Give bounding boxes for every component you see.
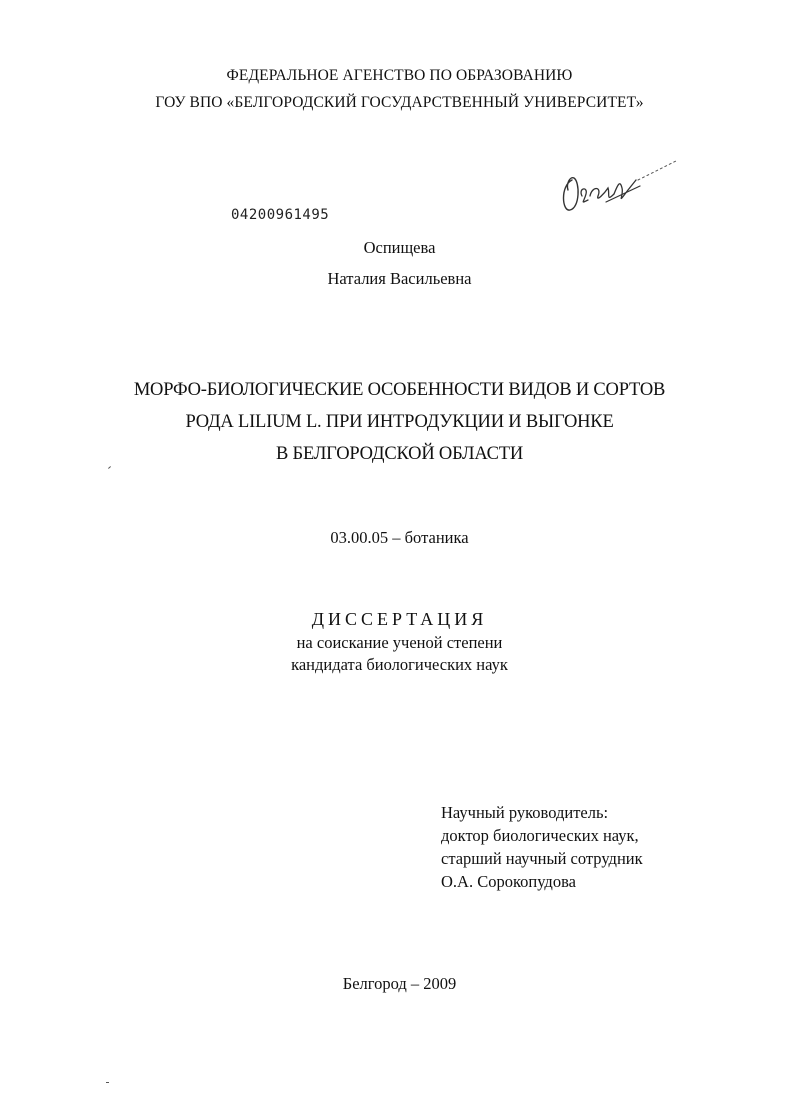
city-year: Белгород – 2009 (342, 974, 457, 993)
dissertation-degree-line-2: кандидата биологических наук (291, 655, 508, 674)
advisor-degree: доктор биологических наук, (441, 826, 639, 845)
advisor-label: Научный руководитель: (441, 803, 609, 822)
title-line-1: МОРФО-БИОЛОГИЧЕСКИЕ ОСОБЕННОСТИ ВИДОВ И СОРТОВ (133, 380, 666, 400)
title-line-3: В БЕЛГОРОДСКОЙ ОБЛАСТИ (275, 444, 524, 464)
scan-speck (108, 466, 111, 469)
specialty: 03.00.05 – ботаника (330, 528, 469, 547)
university-heading: ГОУ ВПО «БЕЛГОРОДСКИЙ ГОСУДАРСТВЕННЫЙ УНИВЕРСИТЕТ» (155, 94, 644, 111)
title-line-2: РОДА LILIUM L. ПРИ ИНТРОДУКЦИИ И ВЫГОНКЕ (185, 412, 614, 432)
author-surname: Оспищева (363, 238, 436, 257)
agency-heading: ФЕДЕРАЛЬНОЕ АГЕНСТВО ПО ОБРАЗОВАНИЮ (226, 67, 573, 84)
dissertation-degree-line-1: на соискание ученой степени (296, 633, 503, 652)
signature (558, 150, 688, 220)
advisor-position: старший научный сотрудник (441, 849, 643, 868)
author-given-names: Наталия Васильевна (327, 269, 472, 288)
advisor-name: О.А. Сорокопудова (441, 872, 576, 891)
advisor-block (441, 801, 643, 893)
document-code: 04200961495 (231, 207, 330, 223)
scan-speck (106, 1082, 109, 1083)
dissertation-heading: ДИССЕРТАЦИЯ (311, 609, 488, 629)
